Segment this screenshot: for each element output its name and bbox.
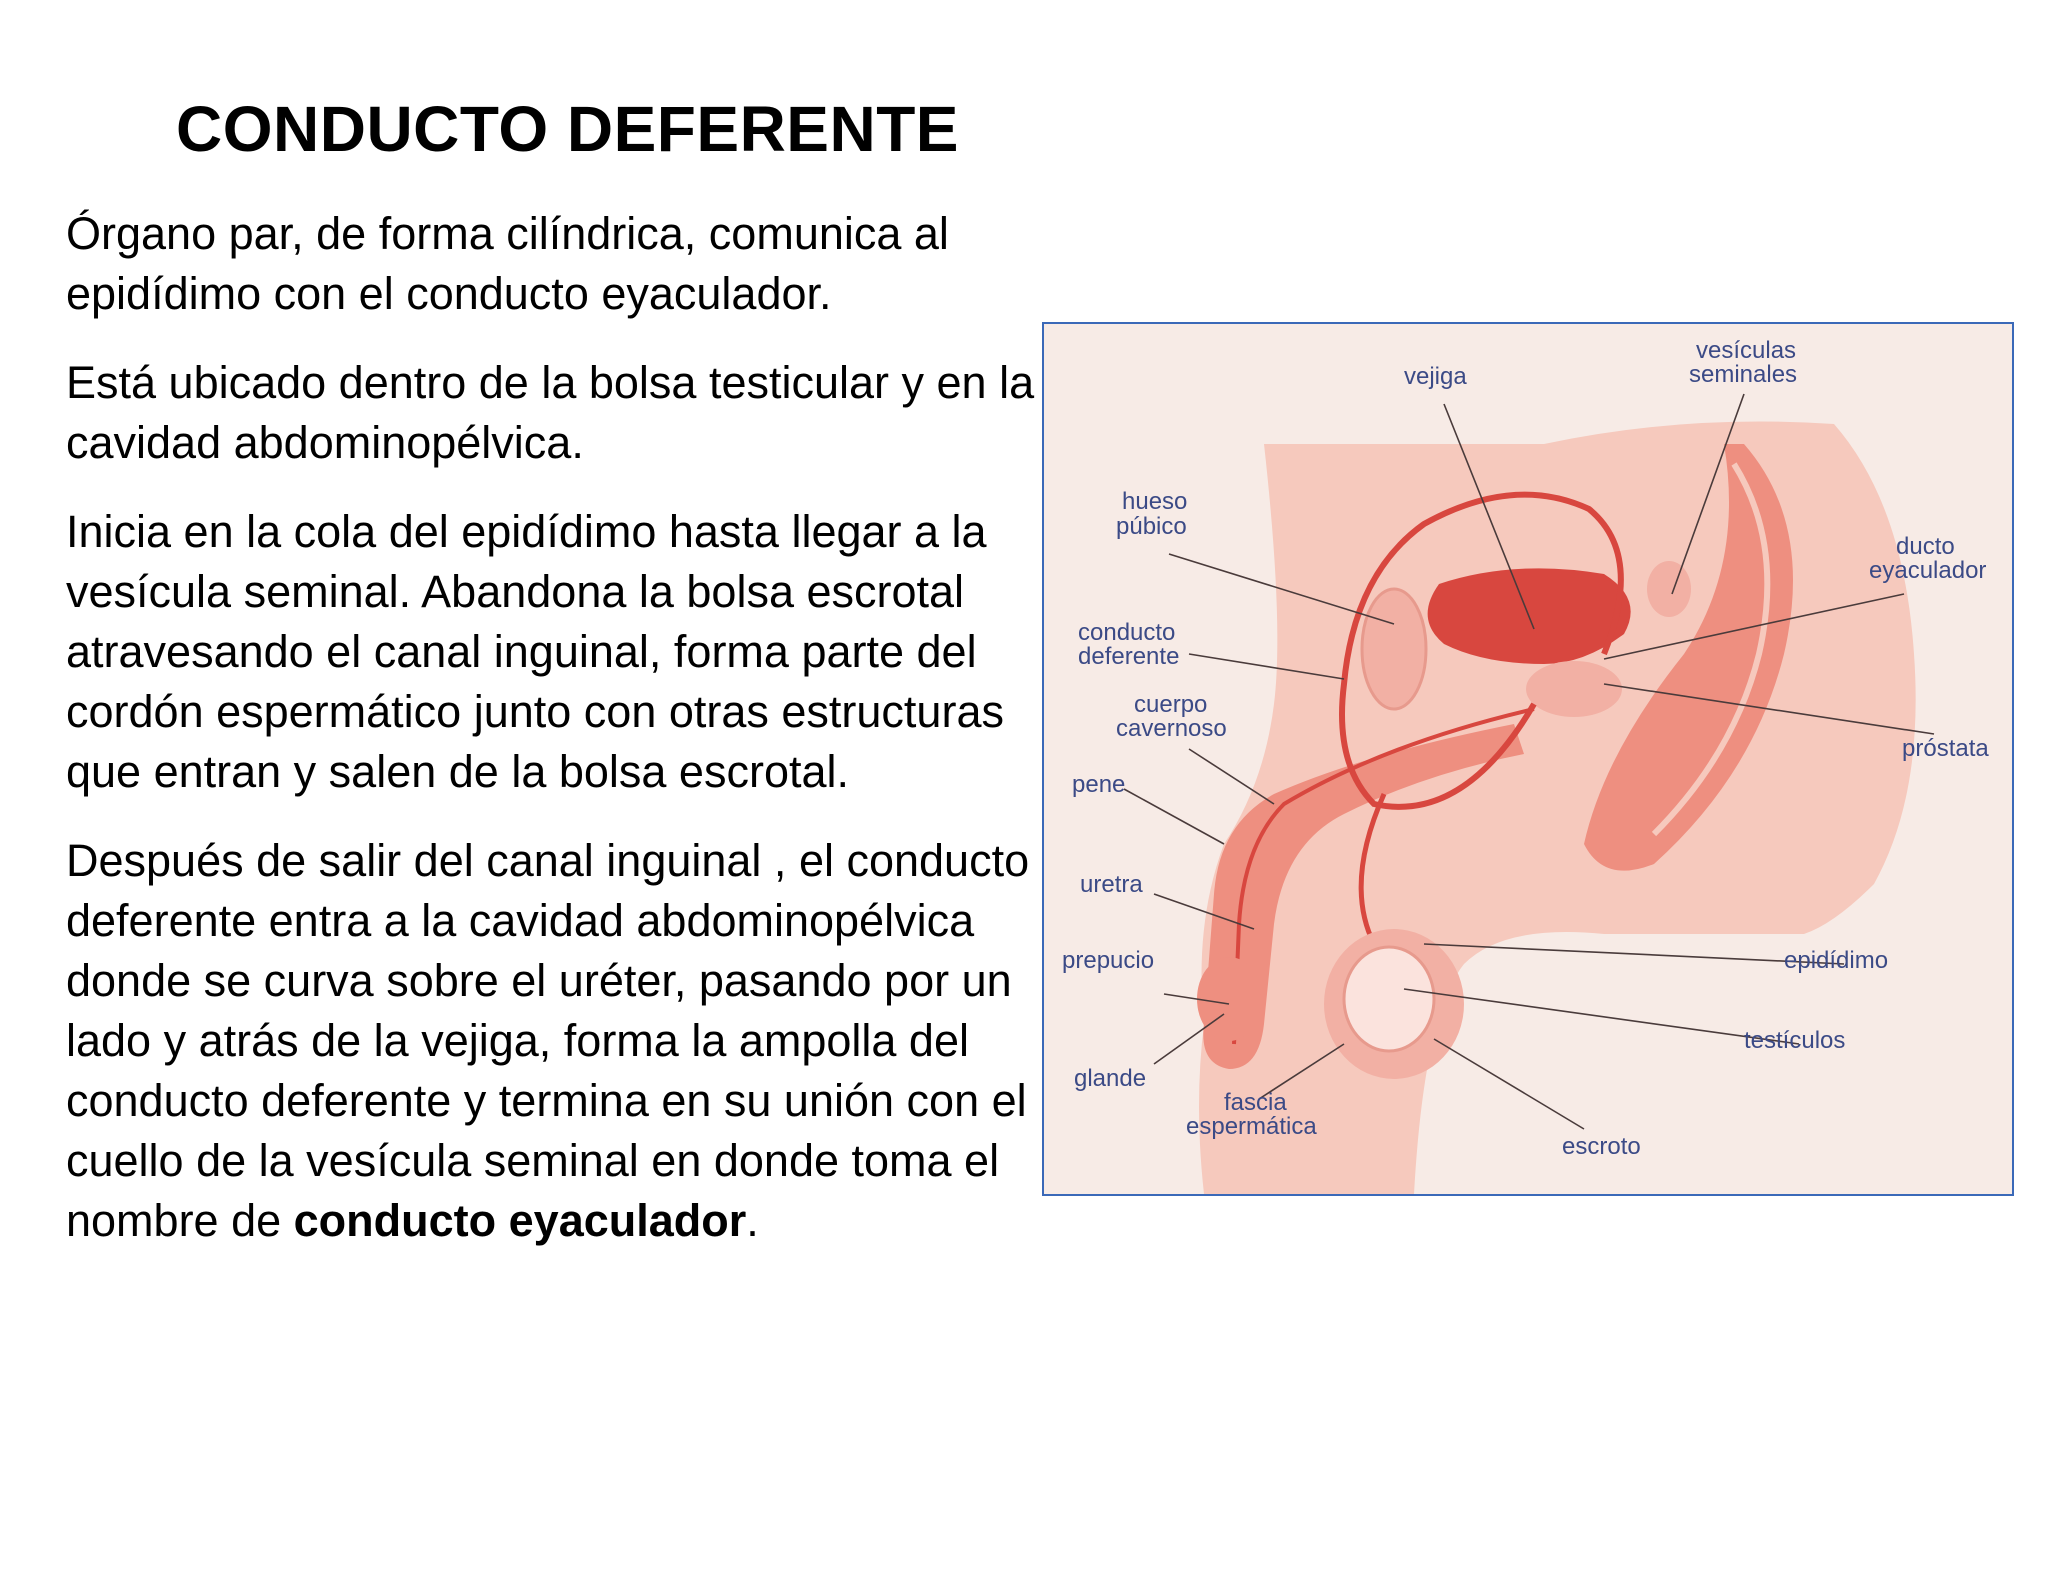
label-seminales: seminales <box>1689 361 1798 388</box>
label-cuerpo: cuerpo <box>1134 691 1208 718</box>
label-eyaculador: eyaculador <box>1869 557 1987 584</box>
label-pene: pene <box>1072 771 1126 798</box>
label-testiculos: testículos <box>1744 1027 1846 1054</box>
leader-line <box>1424 944 1844 964</box>
slide-title: CONDUCTO DEFERENTE <box>176 93 959 165</box>
label-espermatica: espermática <box>1186 1113 1317 1140</box>
label-epididimo: epidídimo <box>1784 947 1889 974</box>
label-conducto: conducto <box>1078 619 1176 646</box>
paragraph-text: Después de salir del canal inguinal , el conducto deferente entra a la cavidad abdominopélvica donde se curva sobre el uréter, pasando por un lado y atrás de la vejiga, forma la ampolla del conducto deferente y termina en su unión con el cuello de la vesícula seminal en donde toma el nombre de <box>66 835 1030 1246</box>
label-fascia: fascia <box>1224 1089 1287 1116</box>
label-cavernoso: cavernoso <box>1116 715 1227 742</box>
label-vesiculas: vesículas <box>1696 337 1797 364</box>
label-vejiga: vejiga <box>1404 363 1467 390</box>
label-ducto: ducto <box>1896 533 1955 560</box>
pubic-bone-shape <box>1362 589 1426 709</box>
seminal-vesicle-shape <box>1647 561 1691 617</box>
label-hueso: hueso <box>1122 488 1188 515</box>
label-uretra: uretra <box>1080 871 1143 898</box>
glans-shape <box>1197 957 1261 1041</box>
testis-shape <box>1344 947 1434 1051</box>
paragraph: Órgano par, de forma cilíndrica, comunica al epidídimo con el conducto eyaculador. <box>66 208 949 319</box>
anatomy-diagram <box>1044 324 2012 1194</box>
label-glande: glande <box>1074 1065 1147 1092</box>
label-prepucio: prepucio <box>1062 947 1155 974</box>
anatomy-figure <box>1042 322 2014 1196</box>
paragraph: Está ubicado dentro de la bolsa testicular y en la cavidad abdominopélvica. <box>66 357 1035 468</box>
prostate-shape <box>1526 661 1622 717</box>
label-escroto: escroto <box>1562 1133 1641 1160</box>
slide-body <box>66 204 1046 1280</box>
leader-line <box>1404 989 1799 1044</box>
paragraph-end: . <box>746 1195 759 1246</box>
leader-line <box>1124 789 1224 844</box>
paragraph: Inicia en la cola del epidídimo hasta llegar a la vesícula seminal. Abandona la bolsa escrotal atravesando el canal inguinal, forma parte del cordón espermático junto con otras estructuras que entran y salen de la bolsa escrotal. <box>66 506 1004 797</box>
bold-term: conducto eyaculador <box>293 1195 747 1246</box>
label-prostata: próstata <box>1902 735 1989 762</box>
label-deferente: deferente <box>1078 643 1180 670</box>
label-pubico: púbico <box>1116 513 1187 540</box>
leader-line <box>1434 1039 1584 1129</box>
paragraph <box>66 831 1046 1251</box>
